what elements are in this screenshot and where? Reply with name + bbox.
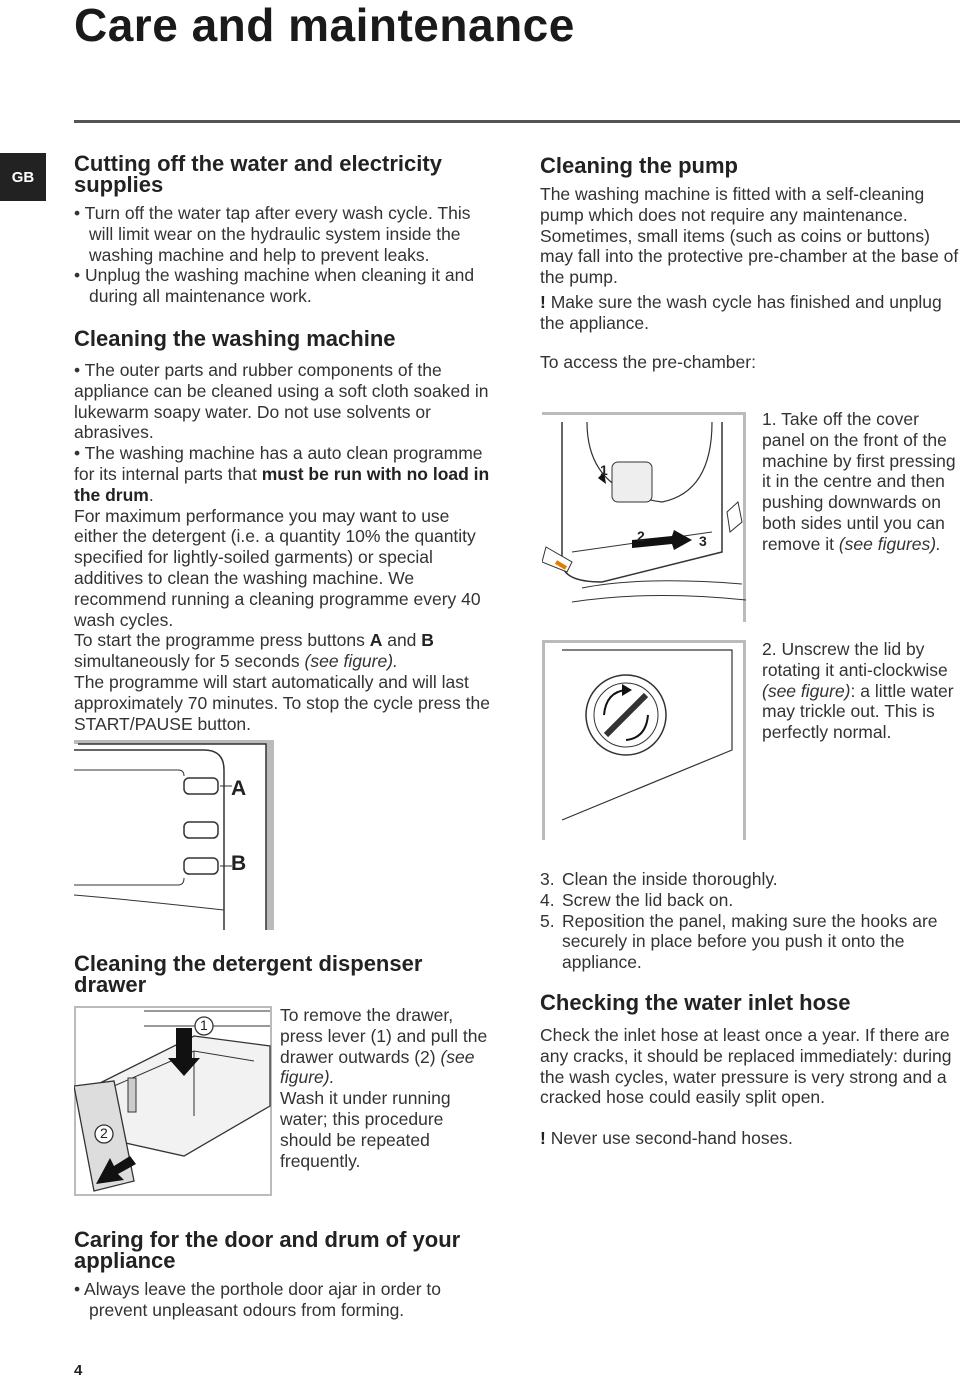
language-tab: GB	[0, 153, 46, 201]
warning-mark-icon: !	[540, 291, 546, 312]
pump-warning-text: Make sure the wash cycle has finished and unplug the appliance.	[540, 291, 942, 333]
warning-mark-icon: !	[540, 1128, 546, 1149]
cleaning-machine-section	[74, 328, 494, 734]
drawer-label-2: 2	[100, 1125, 108, 1141]
drawer-heading: Cleaning the detergent dispenser drawer	[74, 951, 423, 997]
drawer-label-1: 1	[200, 1017, 208, 1033]
drawer-text-2: Wash it under running water; this procedure should be repeated frequently.	[280, 1088, 451, 1171]
page-number: 4	[74, 1362, 83, 1379]
door-bullet: • Always leave the porthole door ajar in order to prevent unpleasant odours from forming.	[74, 1279, 442, 1320]
drawer-figure	[74, 1006, 272, 1196]
step2-text: 2. Unscrew the lid by rotating it anti-clockwise	[762, 639, 948, 680]
pump-lid-figure	[542, 640, 746, 840]
pump-fig-label-1: 1	[600, 462, 608, 478]
cleaning-machine-heading: Cleaning the washing machine	[74, 326, 396, 351]
step2-text-end: : a little water may trickle out. This is perfectly normal.	[762, 680, 954, 743]
button-b-shape	[184, 858, 218, 874]
hose-warning	[540, 1128, 960, 1149]
page-title: Care and maintenance	[74, 0, 575, 51]
hose-warning-text: Never use second-hand hoses.	[545, 1128, 793, 1149]
pump-fig-label-3: 3	[699, 533, 707, 549]
pump-step-1	[762, 409, 960, 555]
pump-fig-label-2: 2	[637, 528, 645, 544]
drawer-text-a: To remove the drawer, press lever (1) and pull the drawer outwards (2)	[280, 1005, 488, 1067]
step-text: Clean the inside thoroughly.	[562, 869, 778, 889]
pump-section	[540, 155, 960, 372]
step-text: Screw the lid back on.	[562, 889, 734, 910]
door-section	[74, 1229, 494, 1321]
step2-see-figure: (see figure)	[762, 680, 851, 701]
cleaning-bullet-1: • The outer parts and rubber components of the appliance can be cleaned using a soft cloth soaked in lukewarm soapy water. Do not use solvents or abrasives.	[74, 360, 489, 443]
cleaning-para-2	[74, 630, 494, 672]
button-b-ref: B	[421, 630, 434, 651]
pump-step-3	[540, 869, 960, 890]
pump-step-4	[540, 890, 960, 911]
cleaning-bullet-2-end: .	[148, 484, 154, 505]
hose-para: Check the inlet hose at least once a year. If there are any cracks, it should be replaced immediately: during the wash cycles, water pressure is very strong and a cracked hose could easily split open.	[540, 1025, 952, 1108]
button-mid-shape	[184, 822, 218, 838]
para2-text-c: and	[382, 630, 422, 651]
drawer-see-figure: (see figure).	[280, 1046, 475, 1088]
drawer-section	[74, 953, 494, 995]
cleaning-bullet-2-text: • The washing machine has a auto clean programme for its internal parts that	[74, 443, 483, 484]
step1-text: 1. Take off the cover panel on the front of the machine by first pressing it in the centre and then pushing downwards on both sides until you can remove it	[762, 409, 956, 554]
button-a-ref: A	[369, 630, 383, 651]
control-panel-figure	[74, 740, 274, 930]
cleaning-bullet-2-emphasis: must be run with no load in the drum	[74, 463, 490, 505]
cutoff-section	[74, 153, 494, 307]
pump-step-2-text	[762, 639, 960, 743]
cutoff-list	[74, 203, 494, 307]
cleaning-para-3: The programme will start automatically and will last approximately 70 minutes. To stop the cycle press the START/PAUSE button.	[74, 671, 491, 734]
pump-steps-list	[540, 869, 960, 973]
step1-see-figures: (see figures).	[838, 533, 941, 554]
pump-step-5	[540, 911, 960, 973]
hose-section	[540, 992, 960, 1149]
see-figure-ref: (see figure).	[304, 651, 398, 672]
pump-step-2	[762, 639, 960, 743]
step-number: 5.	[540, 910, 555, 931]
cleaning-machine-list	[74, 360, 494, 506]
pump-warning	[540, 292, 960, 334]
cutoff-bullet-2: • Unplug the washing machine when cleaning it and during all maintenance work.	[74, 265, 475, 307]
drawer-text-1	[280, 1005, 490, 1088]
cutoff-bullet-1: • Turn off the water tap after every wash cycle. This will limit wear on the hydraulic system inside the washing machine and help to prevent leaks.	[74, 203, 471, 265]
figure-label-a: A	[231, 777, 247, 800]
cleaning-para-1: For maximum performance you may want to use either the detergent (i.e. a quantity 10% the quantity specified for lightly-soiled garments) or special additives to clean the washing machine. We recommend running a cleaning programme every 40 wash cycles.	[74, 505, 481, 630]
button-a-shape	[184, 778, 218, 794]
door-list	[74, 1279, 494, 1321]
door-heading: Caring for the door and drum of your appliance	[74, 1227, 461, 1273]
step-text: Reposition the panel, making sure the hooks are securely in place before you push it onto the appliance.	[562, 910, 938, 973]
para2-text-a: To start the programme press buttons	[74, 630, 370, 651]
pump-step-1-text	[762, 409, 960, 555]
pump-heading: Cleaning the pump	[540, 153, 738, 178]
cutoff-heading: Cutting off the water and electricity supplies	[74, 151, 442, 197]
cleaning-bullet-2	[74, 443, 494, 505]
pump-para-1: The washing machine is fitted with a self-cleaning pump which does not require any maintenance. Sometimes, small items (such as coins or buttons) may fall into the protective pre-chamber at the base of the pump.	[540, 184, 959, 288]
drawer-text	[280, 1005, 490, 1171]
hose-heading: Checking the water inlet hose	[540, 990, 851, 1015]
pump-access: To access the pre-chamber:	[540, 351, 756, 372]
para2-text-e: simultaneously for 5 seconds	[74, 651, 305, 672]
cover-panel-figure	[542, 412, 746, 622]
step-number: 3.	[540, 869, 555, 889]
figure-label-b: B	[231, 852, 247, 875]
step-number: 4.	[540, 889, 555, 910]
title-divider	[74, 120, 960, 123]
